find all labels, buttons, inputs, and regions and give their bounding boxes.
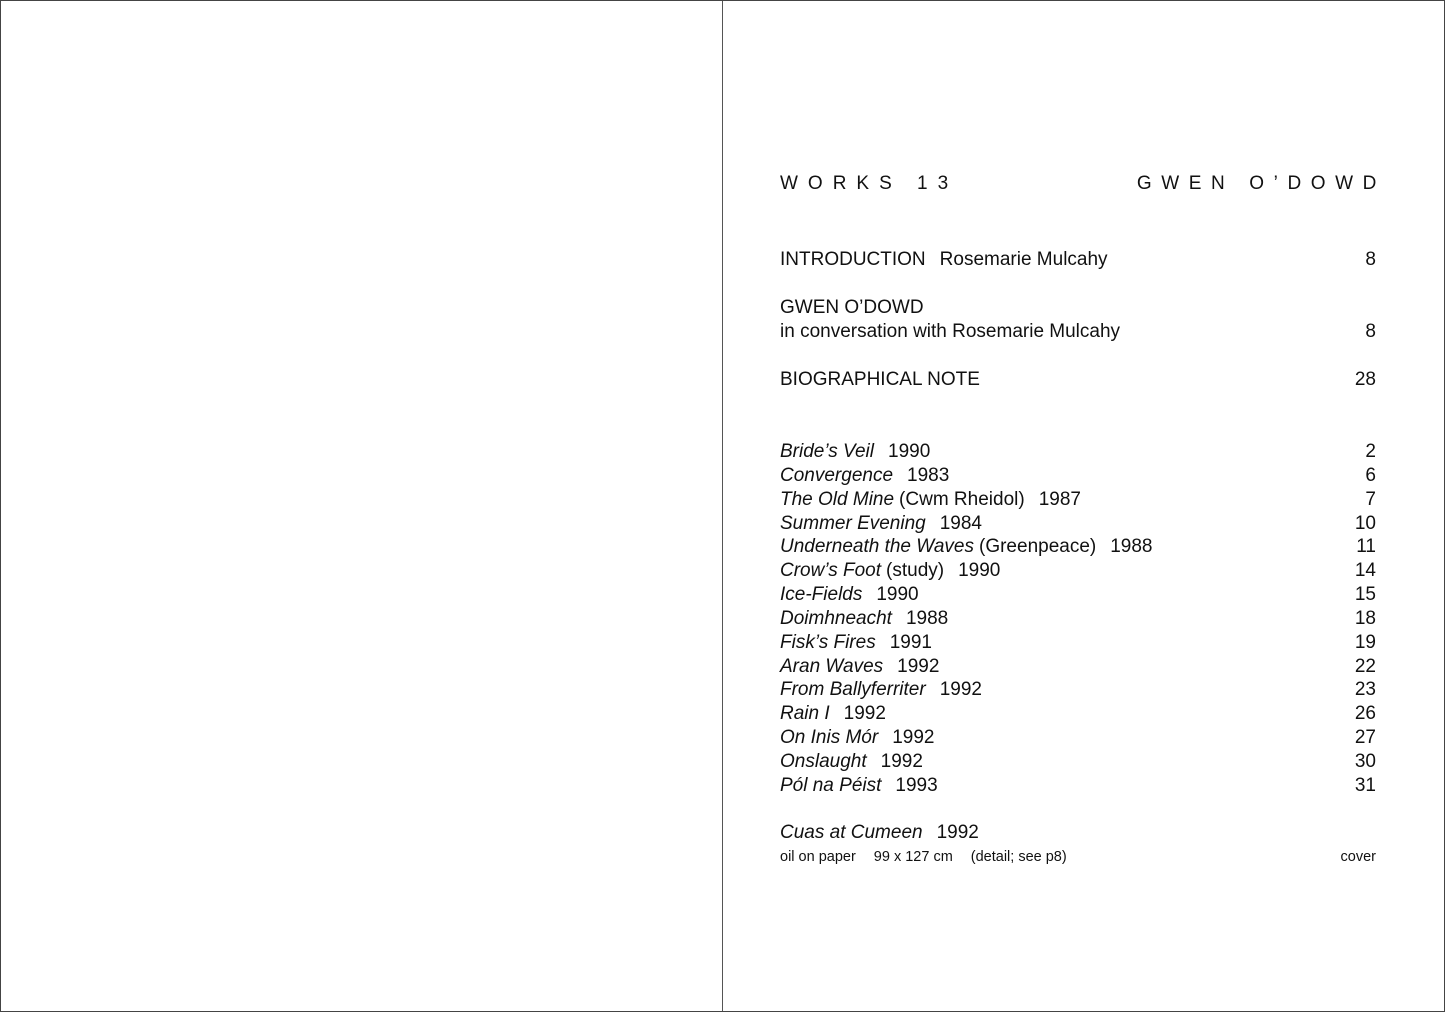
work-list-item xyxy=(780,559,1376,583)
work-year: 1992 xyxy=(880,750,923,772)
work-page-number: 23 xyxy=(1354,679,1376,701)
work-year: 1990 xyxy=(876,584,919,606)
cover-work-title: Cuas at Cumeen xyxy=(780,821,923,843)
work-page-number: 31 xyxy=(1354,774,1376,796)
work-list-item xyxy=(780,464,1376,488)
work-list-item xyxy=(780,702,1376,726)
introduction-page: 8 xyxy=(1365,249,1376,270)
toc-entry-biographical-note xyxy=(780,368,1376,392)
biographical-label: BIOGRAPHICAL NOTE xyxy=(780,369,980,390)
work-page-number: 30 xyxy=(1354,750,1376,772)
cover-page: cover xyxy=(1340,848,1376,865)
work-list-item xyxy=(780,655,1376,679)
work-title: Crow’s Foot xyxy=(780,560,882,582)
work-page-number: 7 xyxy=(1365,488,1376,510)
work-title: From Ballyferriter xyxy=(780,679,926,701)
work-page-number: 2 xyxy=(1365,441,1376,462)
work-page-number: 26 xyxy=(1354,703,1376,725)
artist-name: GWEN O’DOWD xyxy=(1136,173,1386,194)
work-year: 1983 xyxy=(907,464,950,486)
work-title: Convergence xyxy=(780,464,894,486)
work-list-item xyxy=(780,512,1376,536)
work-year: 1992 xyxy=(939,679,982,701)
cover-work-year: 1992 xyxy=(936,821,979,843)
contents-block xyxy=(780,173,1386,868)
work-list-item xyxy=(780,488,1376,512)
toc-entry-conversation xyxy=(780,296,1376,344)
biographical-page: 28 xyxy=(1354,369,1376,390)
work-year: 1987 xyxy=(1038,488,1081,510)
work-title: Onslaught xyxy=(780,750,867,772)
introduction-label: INTRODUCTION xyxy=(780,249,926,270)
work-note: (Cwm Rheidol) xyxy=(899,488,1025,510)
work-year: 1988 xyxy=(1110,536,1153,558)
work-year: 1993 xyxy=(895,774,938,796)
introduction-author: Rosemarie Mulcahy xyxy=(939,249,1108,270)
cover-entry xyxy=(780,821,1376,868)
right-page-contents xyxy=(723,1,1444,1011)
work-page-number: 11 xyxy=(1356,536,1376,558)
work-page-number: 19 xyxy=(1354,631,1376,653)
work-year: 1984 xyxy=(939,512,983,534)
work-year: 1988 xyxy=(905,607,949,629)
work-page-number: 22 xyxy=(1354,655,1376,677)
work-year: 1992 xyxy=(897,655,940,677)
work-title: Underneath the Waves xyxy=(780,536,974,558)
work-title: Ice-Fields xyxy=(780,584,863,606)
work-title: Rain I xyxy=(780,703,830,725)
work-title: Pól na Péist xyxy=(780,774,882,796)
work-year: 1991 xyxy=(889,631,932,653)
work-list-item xyxy=(780,631,1376,655)
left-page-blank xyxy=(1,1,722,1011)
work-page-number: 14 xyxy=(1354,560,1376,582)
work-list-item xyxy=(780,678,1376,702)
work-title: Aran Waves xyxy=(780,655,884,677)
work-list-item xyxy=(780,726,1376,750)
work-note: (study) xyxy=(886,560,945,582)
works-list xyxy=(780,440,1376,798)
work-title: Doimhneacht xyxy=(780,607,892,629)
page-header xyxy=(780,173,1386,201)
work-title: Fisk’s Fires xyxy=(780,631,876,653)
work-note: (Greenpeace) xyxy=(979,536,1097,558)
work-title: On Inis Mór xyxy=(780,727,879,749)
cover-caption xyxy=(780,846,1376,868)
work-page-number: 15 xyxy=(1354,584,1376,606)
work-year: 1992 xyxy=(843,703,886,725)
work-year: 1990 xyxy=(958,560,1001,582)
work-list-item xyxy=(780,774,1376,798)
cover-medium: oil on paper xyxy=(780,848,856,865)
work-title: Bride’s Veil xyxy=(780,441,874,462)
work-year: 1990 xyxy=(888,441,931,462)
work-page-number: 18 xyxy=(1354,607,1376,629)
work-title: The Old Mine xyxy=(780,488,895,510)
cover-detail: (detail; see p8) xyxy=(970,848,1067,865)
work-page-number: 6 xyxy=(1365,464,1376,486)
work-page-number: 10 xyxy=(1354,512,1376,534)
work-title: Summer Evening xyxy=(780,512,926,534)
toc-entry-introduction xyxy=(780,248,1376,272)
cover-dimensions: 99 x 127 cm xyxy=(873,848,953,865)
work-year: 1992 xyxy=(892,727,935,749)
work-list-item xyxy=(780,440,1376,464)
conversation-line-1: GWEN O’DOWD xyxy=(780,297,924,318)
work-list-item xyxy=(780,535,1376,559)
work-list-item xyxy=(780,607,1376,631)
conversation-line-2: in conversation with Rosemarie Mulcahy xyxy=(780,321,1121,342)
work-page-number: 27 xyxy=(1354,727,1376,749)
work-list-item xyxy=(780,583,1376,607)
conversation-page: 8 xyxy=(1365,321,1376,342)
work-list-item xyxy=(780,750,1376,774)
series-title: WORKS 13 xyxy=(780,173,959,194)
